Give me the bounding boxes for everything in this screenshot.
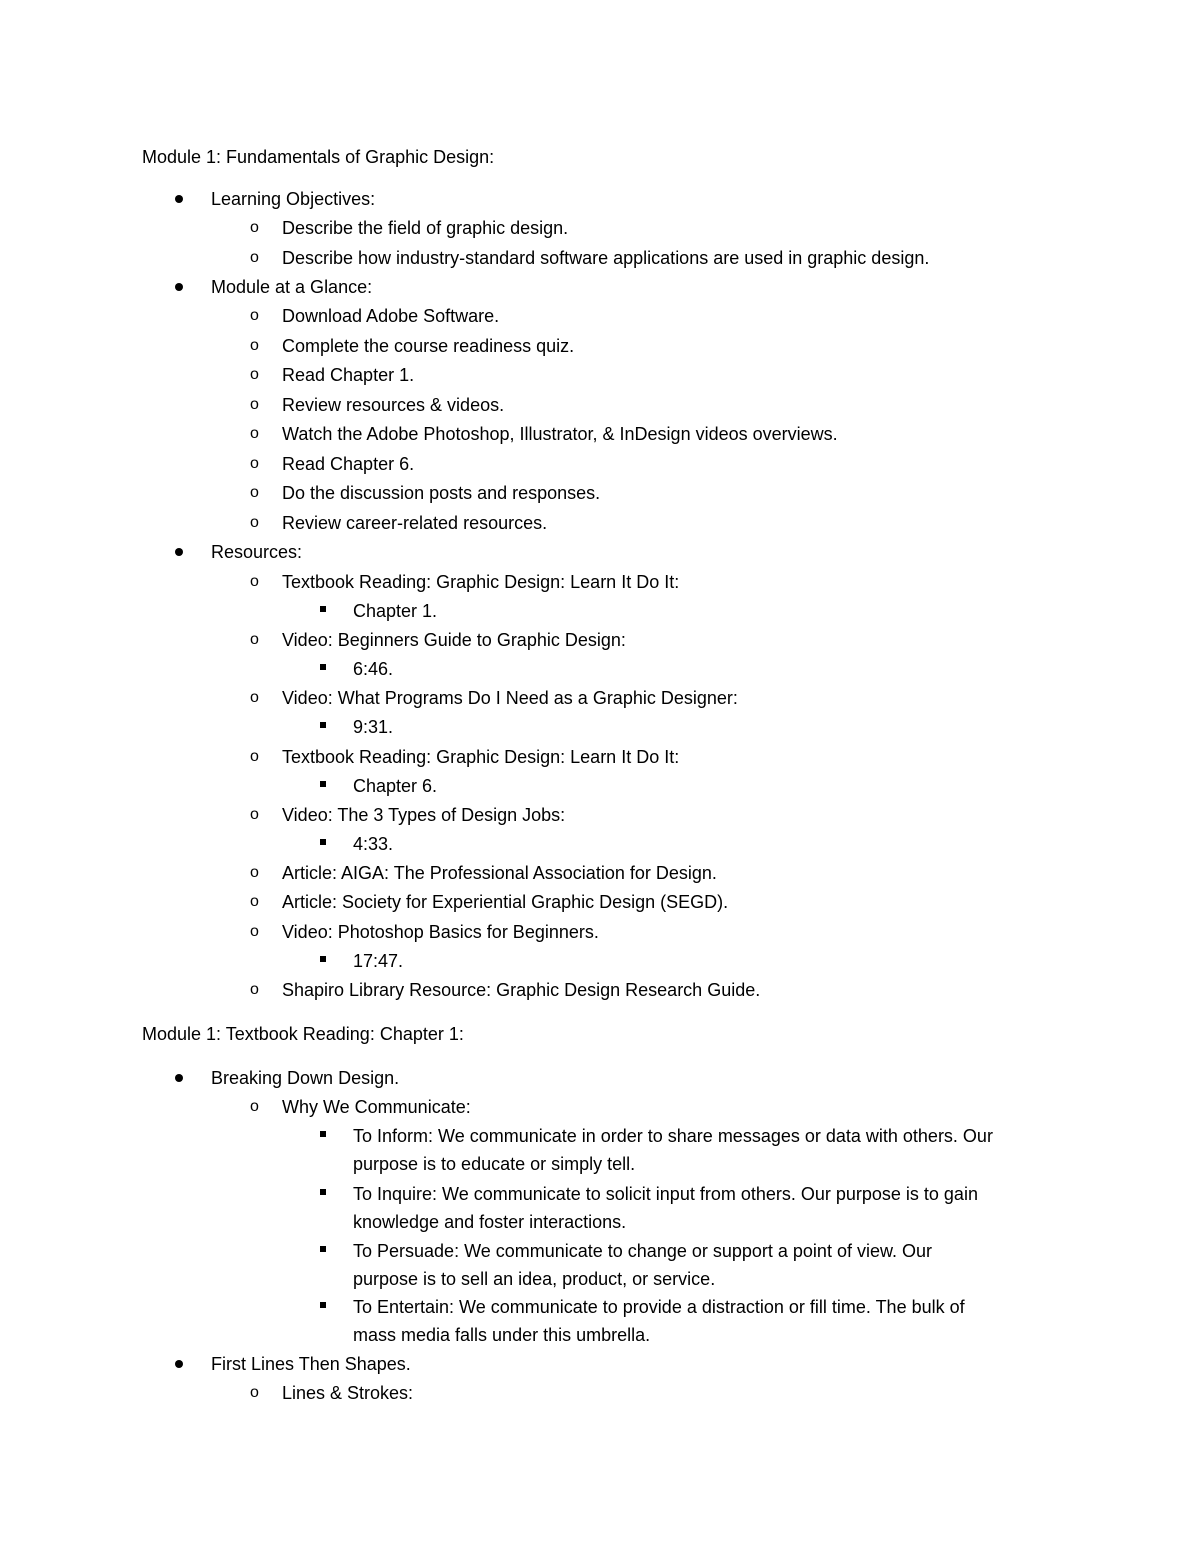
list-item: Video: Beginners Guide to Graphic Design:: [282, 630, 626, 650]
bullet-circle-icon: o: [250, 1098, 259, 1115]
bullet-circle-icon: o: [250, 396, 259, 413]
list-item: Read Chapter 1.: [282, 365, 415, 385]
list-item: Textbook Reading: Graphic Design: Learn It Do It:: [282, 747, 680, 767]
bullet-dot-icon: [175, 1360, 183, 1368]
bullet-square-icon: [320, 1246, 326, 1252]
bullet-dot-icon: [175, 283, 183, 291]
module-heading: Module 1: Fundamentals of Graphic Design:: [142, 147, 495, 167]
bullet-circle-icon: o: [250, 455, 259, 472]
list-item: Video: Photoshop Basics for Beginners.: [282, 922, 599, 942]
list-item: Read Chapter 6.: [282, 454, 415, 474]
list-item: Do the discussion posts and responses.: [282, 483, 601, 503]
bullet-circle-icon: o: [250, 484, 259, 501]
list-item: Download Adobe Software.: [282, 306, 500, 326]
list-item: Review career-related resources.: [282, 513, 548, 533]
list-item: Textbook Reading: Graphic Design: Learn It Do It:: [282, 572, 680, 592]
bullet-circle-icon: o: [250, 806, 259, 823]
list-subitem: 9:31.: [353, 717, 394, 737]
bullet-dot-icon: [175, 1074, 183, 1082]
list-item: Video: The 3 Types of Design Jobs:: [282, 805, 566, 825]
section-label-first-lines-then-shapes: First Lines Then Shapes.: [211, 1354, 411, 1374]
section-label-module-at-a-glance: Module at a Glance:: [211, 277, 373, 297]
list-item: Lines & Strokes:: [282, 1383, 414, 1403]
bullet-circle-icon: o: [250, 307, 259, 324]
list-item: Article: AIGA: The Professional Association for Design.: [282, 863, 717, 883]
list-item: Watch the Adobe Photoshop, Illustrator, & InDesign videos overviews.: [282, 424, 838, 444]
bullet-square-icon: [320, 606, 326, 612]
bullet-circle-icon: o: [250, 1384, 259, 1401]
bullet-circle-icon: o: [250, 748, 259, 765]
section-label-learning-objectives: Learning Objectives:: [211, 189, 376, 209]
bullet-square-icon: [320, 781, 326, 787]
bullet-circle-icon: o: [250, 337, 259, 354]
list-item: Video: What Programs Do I Need as a Graphic Designer:: [282, 688, 738, 708]
module-heading: Module 1: Textbook Reading: Chapter 1:: [142, 1024, 464, 1044]
list-item: Describe the field of graphic design.: [282, 218, 569, 238]
list-subitem: 17:47.: [353, 951, 404, 971]
list-subitem: 6:46.: [353, 659, 394, 679]
section-label-resources: Resources:: [211, 542, 303, 562]
bullet-circle-icon: o: [250, 893, 259, 910]
list-subitem: Chapter 1.: [353, 601, 438, 621]
bullet-square-icon: [320, 1302, 326, 1308]
bullet-circle-icon: o: [250, 219, 259, 236]
section-label-breaking-down-design: Breaking Down Design.: [211, 1068, 400, 1088]
bullet-circle-icon: o: [250, 425, 259, 442]
bullet-circle-icon: o: [250, 864, 259, 881]
list-item: Why We Communicate:: [282, 1097, 471, 1117]
list-item: Shapiro Library Resource: Graphic Design Research Guide.: [282, 980, 761, 1000]
list-subitem-continued: knowledge and foster interactions.: [353, 1212, 627, 1232]
list-item: Describe how industry-standard software applications are used in graphic design.: [282, 248, 930, 268]
bullet-circle-icon: o: [250, 249, 259, 266]
list-subitem-continued: purpose is to educate or simply tell.: [353, 1154, 636, 1174]
bullet-circle-icon: o: [250, 631, 259, 648]
bullet-circle-icon: o: [250, 981, 259, 998]
bullet-square-icon: [320, 664, 326, 670]
bullet-square-icon: [320, 839, 326, 845]
list-subitem-continued: purpose is to sell an idea, product, or service.: [353, 1269, 716, 1289]
list-subitem: 4:33.: [353, 834, 394, 854]
list-item: Review resources & videos.: [282, 395, 505, 415]
list-subitem: To Inquire: We communicate to solicit input from others. Our purpose is to gain: [353, 1184, 978, 1204]
bullet-dot-icon: [175, 195, 183, 203]
bullet-square-icon: [320, 1189, 326, 1195]
bullet-square-icon: [320, 1131, 326, 1137]
list-subitem: To Persuade: We communicate to change or support a point of view. Our: [353, 1241, 932, 1261]
list-subitem: Chapter 6.: [353, 776, 438, 796]
list-subitem: To Entertain: We communicate to provide a distraction or fill time. The bulk of: [353, 1297, 965, 1317]
bullet-circle-icon: o: [250, 573, 259, 590]
bullet-circle-icon: o: [250, 923, 259, 940]
bullet-circle-icon: o: [250, 514, 259, 531]
list-subitem: To Inform: We communicate in order to share messages or data with others. Our: [353, 1126, 993, 1146]
bullet-square-icon: [320, 722, 326, 728]
bullet-dot-icon: [175, 548, 183, 556]
list-item: Article: Society for Experiential Graphic Design (SEGD).: [282, 892, 729, 912]
bullet-circle-icon: o: [250, 366, 259, 383]
bullet-circle-icon: o: [250, 689, 259, 706]
bullet-square-icon: [320, 956, 326, 962]
list-item: Complete the course readiness quiz.: [282, 336, 575, 356]
list-subitem-continued: mass media falls under this umbrella.: [353, 1325, 651, 1345]
